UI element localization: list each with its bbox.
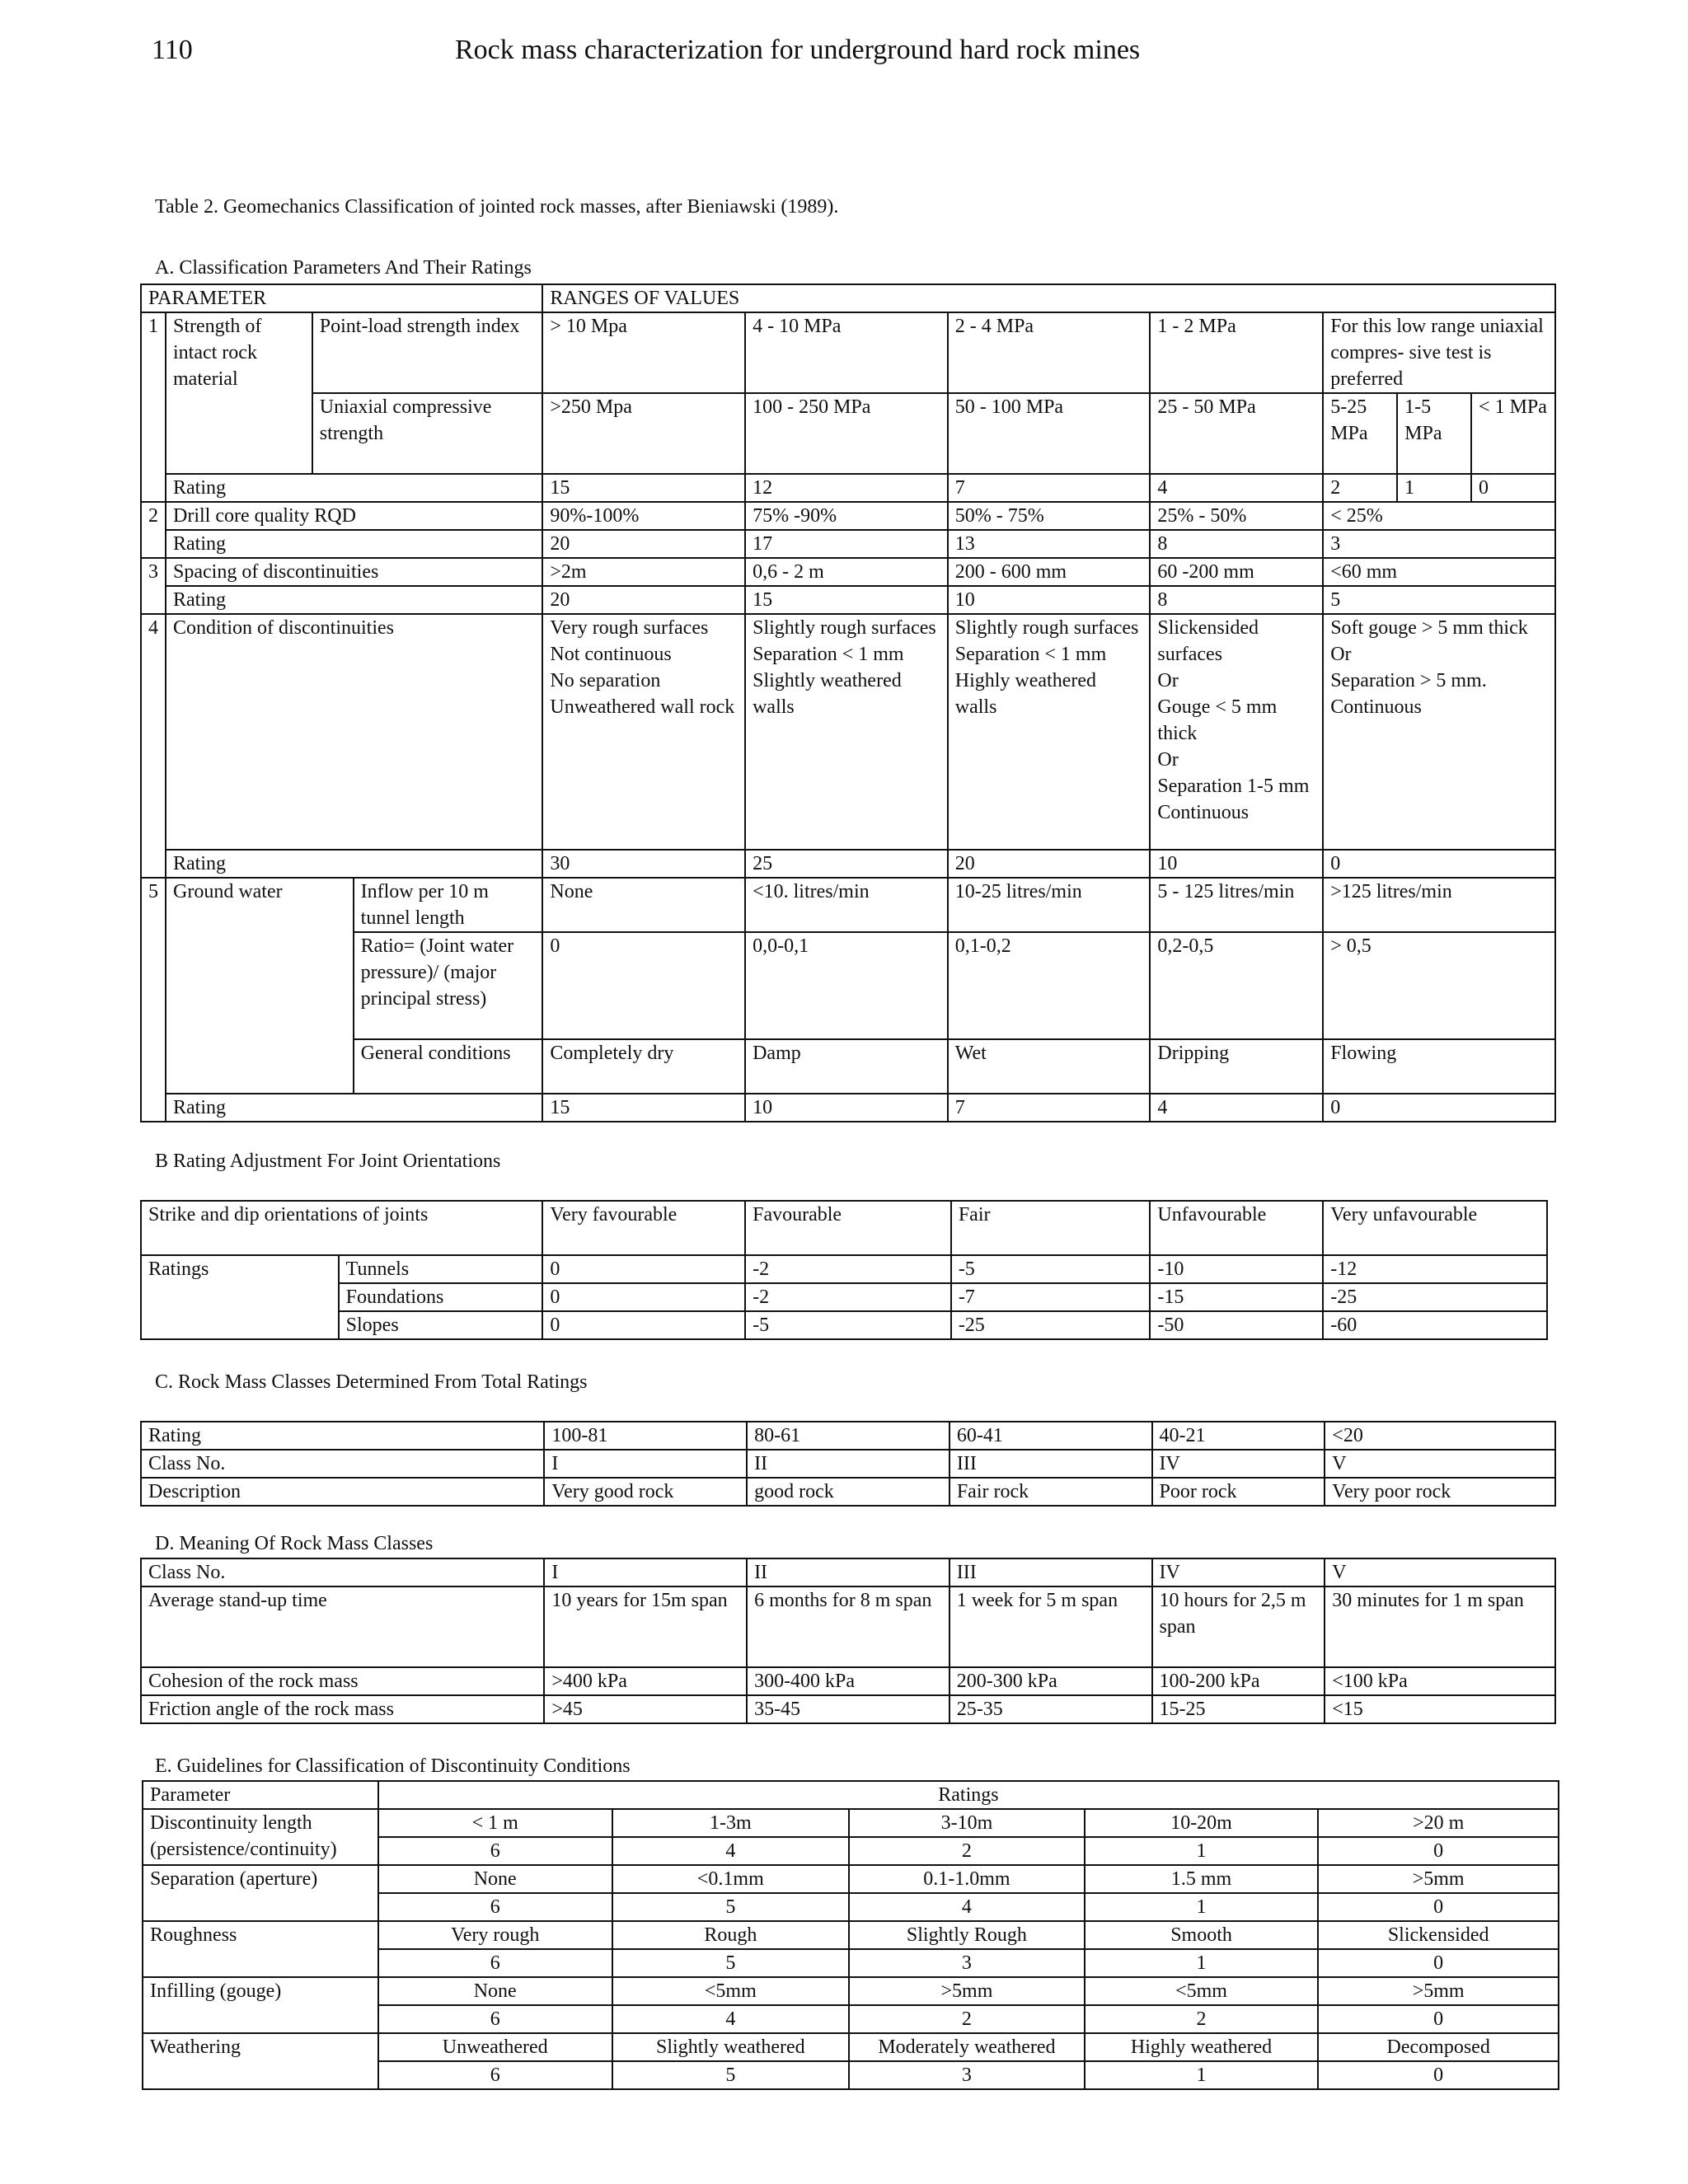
table-row [141, 393, 1555, 474]
table-cell: -2 [745, 1255, 951, 1283]
table-cell: Unweathered [378, 2033, 612, 2061]
table-cell: 30 minutes for 1 m span [1325, 1586, 1555, 1667]
table-cell: 0 [1318, 1893, 1559, 1921]
row-number: 3 [141, 558, 166, 614]
param-label: Drill core quality RQD [166, 502, 542, 530]
table-cell: 0 [1323, 850, 1555, 878]
table-cell: >5mm [849, 1977, 1085, 2005]
table-cell: >400 kPa [544, 1667, 747, 1695]
table-cell: 8 [1150, 530, 1323, 558]
table-cell: 1-3m [612, 1809, 850, 1837]
table-cell: 5-25 MPa [1323, 393, 1397, 474]
table-cell: 0 [542, 1283, 745, 1311]
table-cell: 4 [612, 2005, 850, 2033]
param-label: Strength of intact rock material [166, 312, 312, 474]
table-row [141, 1201, 1547, 1255]
table-cell: Slickensided [1318, 1921, 1559, 1949]
row-label: Description [141, 1478, 544, 1506]
table-cell: I [544, 1450, 747, 1478]
table-cell: > 10 Mpa [542, 312, 745, 393]
table-cell: 30 [542, 850, 745, 878]
table-cell: <5mm [1085, 1977, 1319, 2005]
table-row [141, 1094, 1555, 1122]
table-cell: III [950, 1450, 1152, 1478]
table-row [141, 1586, 1555, 1667]
table-row [141, 284, 1555, 312]
table-cell: Very good rock [544, 1478, 747, 1506]
table-cell: Very poor rock [1325, 1478, 1555, 1506]
table-cell: < 25% [1323, 502, 1555, 530]
table-row [143, 1921, 1559, 1949]
param-label: Ground water [166, 878, 354, 1094]
table-cell: < 1 MPa [1471, 393, 1555, 474]
table-cell: None [542, 878, 745, 932]
table-row [143, 1781, 1559, 1809]
table-cell: Very rough [378, 1921, 612, 1949]
table-cell: 2 [1085, 2005, 1319, 2033]
table-cell: <20 [1325, 1422, 1555, 1450]
table-cell: 5 [612, 2061, 850, 2089]
table-cell: 200-300 kPa [950, 1667, 1152, 1695]
table-cell: 0 [542, 1311, 745, 1339]
table-cell: 20 [542, 530, 745, 558]
rating-label: Rating [166, 850, 542, 878]
param-label: General conditions [354, 1039, 543, 1094]
table-row [141, 586, 1555, 614]
table-cell: V [1325, 1450, 1555, 1478]
section-b-table [140, 1200, 1548, 1340]
table-cell: -12 [1323, 1255, 1547, 1283]
table-cell: III [950, 1558, 1152, 1586]
table-cell: Wet [948, 1039, 1151, 1094]
row-label: Foundations [339, 1283, 543, 1311]
table-cell: 15 [745, 586, 948, 614]
header-cell: Favourable [745, 1201, 951, 1255]
table-cell: 100-81 [544, 1422, 747, 1450]
table-cell: >20 m [1318, 1809, 1559, 1837]
table-cell: Decomposed [1318, 2033, 1559, 2061]
table-cell: >45 [544, 1695, 747, 1723]
row-label: Weathering [143, 2033, 378, 2089]
table-cell: 1-5 MPa [1397, 393, 1471, 474]
ratings-label: Ratings [141, 1255, 339, 1339]
table-row [141, 502, 1555, 530]
table-cell: 4 [612, 1837, 850, 1865]
table-cell: Completely dry [542, 1039, 745, 1094]
table-cell: 2 [849, 2005, 1085, 2033]
table-cell: -25 [951, 1311, 1151, 1339]
param-label: Condition of discontinuities [166, 614, 542, 850]
table-row [141, 1695, 1555, 1723]
row-label: Friction angle of the rock mass [141, 1695, 544, 1723]
table-cell: 17 [745, 530, 948, 558]
table-cell: 13 [948, 530, 1151, 558]
table-cell: II [747, 1558, 950, 1586]
table-cell: 0,6 - 2 m [745, 558, 948, 586]
table-cell: 1 [1085, 1893, 1319, 1921]
table-cell: 0.1-1.0mm [849, 1865, 1085, 1893]
header-cell: Parameter [143, 1781, 378, 1809]
table-cell: 6 [378, 1893, 612, 1921]
table-row [141, 1450, 1555, 1478]
header-cell: Very unfavourable [1323, 1201, 1547, 1255]
table-cell: 50 - 100 MPa [948, 393, 1151, 474]
table-row [141, 1478, 1555, 1506]
table-cell: <100 kPa [1325, 1667, 1555, 1695]
table-cell: 40-21 [1152, 1422, 1325, 1450]
table-cell: 0,0-0,1 [745, 932, 948, 1039]
table-row [141, 1039, 1555, 1094]
table-cell: 100-200 kPa [1152, 1667, 1325, 1695]
rating-label: Rating [166, 586, 542, 614]
table-cell: 12 [745, 474, 948, 502]
table-row [141, 1422, 1555, 1450]
table-cell: 90%-100% [542, 502, 745, 530]
table-row [141, 1255, 1547, 1283]
table-cell: 3-10m [849, 1809, 1085, 1837]
table-cell: 6 [378, 1837, 612, 1865]
rating-label: Rating [166, 530, 542, 558]
table-row [143, 1809, 1559, 1837]
table-cell: >2m [542, 558, 745, 586]
table-cell: 10 hours for 2,5 m span [1152, 1586, 1325, 1667]
table-cell: Smooth [1085, 1921, 1319, 1949]
table-cell: Slightly Rough [849, 1921, 1085, 1949]
table-cell: Dripping [1150, 1039, 1323, 1094]
table-cell: 0,2-0,5 [1150, 932, 1323, 1039]
table-cell: 0 [1318, 1949, 1559, 1977]
table-cell: 0 [1471, 474, 1555, 502]
table-cell: -5 [951, 1255, 1151, 1283]
table-cell: 60-41 [950, 1422, 1152, 1450]
row-number: 4 [141, 614, 166, 878]
table-cell: 15-25 [1152, 1695, 1325, 1723]
table-cell: <10. litres/min [745, 878, 948, 932]
table-cell: 4 [849, 1893, 1085, 1921]
table-row [141, 1311, 1547, 1339]
table-cell: 1 [1085, 1837, 1319, 1865]
table-cell: 0 [1318, 2005, 1559, 2033]
table-row [141, 1667, 1555, 1695]
header-cell: Ratings [378, 1781, 1559, 1809]
table-cell: 6 months for 8 m span [747, 1586, 950, 1667]
header-cell: RANGES OF VALUES [542, 284, 1555, 312]
table-cell: 4 - 10 MPa [745, 312, 948, 393]
table-cell: 100 - 250 MPa [745, 393, 948, 474]
table-cell: 50% - 75% [948, 502, 1151, 530]
table-cell: 25-35 [950, 1695, 1152, 1723]
table-cell: 1 - 2 MPa [1150, 312, 1323, 393]
table-cell: Poor rock [1152, 1478, 1325, 1506]
table-cell: -50 [1150, 1311, 1323, 1339]
table-cell: -7 [951, 1283, 1151, 1311]
table-cell: Moderately weathered [849, 2033, 1085, 2061]
table-cell: 5 [612, 1893, 850, 1921]
row-label: Slopes [339, 1311, 543, 1339]
table-cell: good rock [747, 1478, 950, 1506]
table-caption: Table 2. Geomechanics Classification of jointed rock masses, after Bieniawski (1989). [155, 196, 839, 218]
table-cell: <0.1mm [612, 1865, 850, 1893]
section-a-table [140, 284, 1556, 1122]
section-a-title: A. Classification Parameters And Their Ratings [155, 257, 532, 279]
table-cell: 10 [948, 586, 1151, 614]
table-row [141, 530, 1555, 558]
param-label: Inflow per 10 m tunnel length [354, 878, 543, 932]
table-cell: 5 [1323, 586, 1555, 614]
table-cell: 25 [745, 850, 948, 878]
row-label: Infilling (gouge) [143, 1977, 378, 2033]
table-cell: 2 [849, 1837, 1085, 1865]
row-label: Cohesion of the rock mass [141, 1667, 544, 1695]
table-cell: 0 [542, 932, 745, 1039]
table-cell: 6 [378, 1949, 612, 1977]
table-cell: 0,1-0,2 [948, 932, 1151, 1039]
table-cell: 3 [849, 1949, 1085, 1977]
table-cell: Rough [612, 1921, 850, 1949]
table-cell: V [1325, 1558, 1555, 1586]
table-cell: 10 years for 15m span [544, 1586, 747, 1667]
table-cell: 2 - 4 MPa [948, 312, 1151, 393]
section-e-title: E. Guidelines for Classification of Discontinuity Conditions [155, 1755, 631, 1777]
param-label: Point-load strength index [312, 312, 543, 393]
table-cell: For this low range uniaxial compres- sive test is preferred [1323, 312, 1555, 393]
row-label: Tunnels [339, 1255, 543, 1283]
header-cell: Fair [951, 1201, 1151, 1255]
table-cell: 3 [849, 2061, 1085, 2089]
table-cell: Fair rock [950, 1478, 1152, 1506]
section-d-title: D. Meaning Of Rock Mass Classes [155, 1533, 434, 1554]
table-cell: None [378, 1977, 612, 2005]
table-cell: 75% -90% [745, 502, 948, 530]
table-cell: 4 [1150, 474, 1323, 502]
row-number: 2 [141, 502, 166, 558]
table-cell: >125 litres/min [1323, 878, 1555, 932]
table-cell: 6 [378, 2005, 612, 2033]
table-cell: 7 [948, 1094, 1151, 1122]
table-row [141, 474, 1555, 502]
table-cell: 15 [542, 474, 745, 502]
table-cell: 1 [1397, 474, 1471, 502]
table-cell: > 0,5 [1323, 932, 1555, 1039]
table-row [141, 558, 1555, 586]
table-cell: 0 [1318, 2061, 1559, 2089]
table-cell: 15 [542, 1094, 745, 1122]
table-cell: -2 [745, 1283, 951, 1311]
table-cell: Flowing [1323, 1039, 1555, 1094]
table-cell: 60 -200 mm [1150, 558, 1323, 586]
table-cell: >5mm [1318, 1977, 1559, 2005]
table-row [143, 1977, 1559, 2005]
table-cell: 10-20m [1085, 1809, 1319, 1837]
table-cell: 200 - 600 mm [948, 558, 1151, 586]
table-cell: Soft gouge > 5 mm thick Or Separation > 5 mm. Continuous [1323, 614, 1555, 850]
row-label: Separation (aperture) [143, 1865, 378, 1921]
header-cell: Strike and dip orientations of joints [141, 1201, 542, 1255]
table-cell: 0 [1318, 1837, 1559, 1865]
table-row [141, 1558, 1555, 1586]
table-cell: Slickensided surfaces Or Gouge < 5 mm thick Or Separation 1-5 mm Continuous [1150, 614, 1323, 850]
table-cell: 80-61 [747, 1422, 950, 1450]
section-b-title: B Rating Adjustment For Joint Orientations [155, 1151, 501, 1172]
table-cell: 1 week for 5 m span [950, 1586, 1152, 1667]
table-cell: 3 [1323, 530, 1555, 558]
table-cell: 0 [542, 1255, 745, 1283]
row-label: Roughness [143, 1921, 378, 1977]
table-cell: II [747, 1450, 950, 1478]
table-cell: < 1 m [378, 1809, 612, 1837]
row-label: Class No. [141, 1450, 544, 1478]
header-cell: Very favourable [542, 1201, 745, 1255]
section-d-table [140, 1558, 1556, 1724]
table-cell: <15 [1325, 1695, 1555, 1723]
table-cell: IV [1152, 1558, 1325, 1586]
table-cell: Highly weathered [1085, 2033, 1319, 2061]
table-cell: 25 - 50 MPa [1150, 393, 1323, 474]
table-cell: <5mm [612, 1977, 850, 2005]
table-cell: >5mm [1318, 1865, 1559, 1893]
row-number: 1 [141, 312, 166, 502]
table-cell: 4 [1150, 1094, 1323, 1122]
rating-label: Rating [166, 474, 542, 502]
table-cell: 35-45 [747, 1695, 950, 1723]
table-cell: 10 [1150, 850, 1323, 878]
table-cell: Very rough surfaces Not continuous No separation Unweathered wall rock [542, 614, 745, 850]
table-cell: 5 [612, 1949, 850, 1977]
table-cell: 300-400 kPa [747, 1667, 950, 1695]
table-cell: 1 [1085, 1949, 1319, 1977]
table-cell: 10 [745, 1094, 948, 1122]
table-cell: -15 [1150, 1283, 1323, 1311]
table-cell: IV [1152, 1450, 1325, 1478]
table-cell: -10 [1150, 1255, 1323, 1283]
header-cell: PARAMETER [141, 284, 542, 312]
table-row [141, 878, 1555, 932]
row-label: Discontinuity length (persistence/continuity) [143, 1809, 378, 1865]
table-cell: 0 [1323, 1094, 1555, 1122]
table-row [141, 1283, 1547, 1311]
table-cell: 10-25 litres/min [948, 878, 1151, 932]
row-label: Class No. [141, 1558, 544, 1586]
param-label: Uniaxial compressive strength [312, 393, 543, 474]
table-cell: 5 - 125 litres/min [1150, 878, 1323, 932]
table-cell: 20 [948, 850, 1151, 878]
table-cell: -25 [1323, 1283, 1547, 1311]
param-label: Ratio= (Joint water pressure)/ (major principal stress) [354, 932, 543, 1039]
table-cell: Slightly rough surfaces Separation < 1 mm Slightly weathered walls [745, 614, 948, 850]
table-cell: -5 [745, 1311, 951, 1339]
table-row [141, 932, 1555, 1039]
page-number: 110 [152, 35, 193, 65]
section-c-table [140, 1421, 1556, 1507]
table-cell: 25% - 50% [1150, 502, 1323, 530]
table-row [141, 850, 1555, 878]
row-number: 5 [141, 878, 166, 1122]
table-row [141, 312, 1555, 393]
table-row [143, 1865, 1559, 1893]
param-label: Spacing of discontinuities [166, 558, 542, 586]
rating-label: Rating [166, 1094, 542, 1122]
section-e-table [142, 1780, 1559, 2090]
table-cell: 6 [378, 2061, 612, 2089]
table-cell: Slightly weathered [612, 2033, 850, 2061]
table-cell: None [378, 1865, 612, 1893]
table-cell: I [544, 1558, 747, 1586]
table-cell: 20 [542, 586, 745, 614]
table-cell: 2 [1323, 474, 1397, 502]
table-cell: <60 mm [1323, 558, 1555, 586]
table-cell: 7 [948, 474, 1151, 502]
running-title: Rock mass characterization for underground hard rock mines [455, 35, 1141, 65]
row-label: Rating [141, 1422, 544, 1450]
table-cell: 8 [1150, 586, 1323, 614]
table-row [143, 2033, 1559, 2061]
table-cell: >250 Mpa [542, 393, 745, 474]
row-label: Average stand-up time [141, 1586, 544, 1667]
table-row [141, 614, 1555, 850]
table-cell: 1.5 mm [1085, 1865, 1319, 1893]
header-cell: Unfavourable [1150, 1201, 1323, 1255]
table-cell: Damp [745, 1039, 948, 1094]
table-cell: 1 [1085, 2061, 1319, 2089]
table-cell: Slightly rough surfaces Separation < 1 mm Highly weathered walls [948, 614, 1151, 850]
table-cell: -60 [1323, 1311, 1547, 1339]
section-c-title: C. Rock Mass Classes Determined From Total Ratings [155, 1371, 588, 1393]
